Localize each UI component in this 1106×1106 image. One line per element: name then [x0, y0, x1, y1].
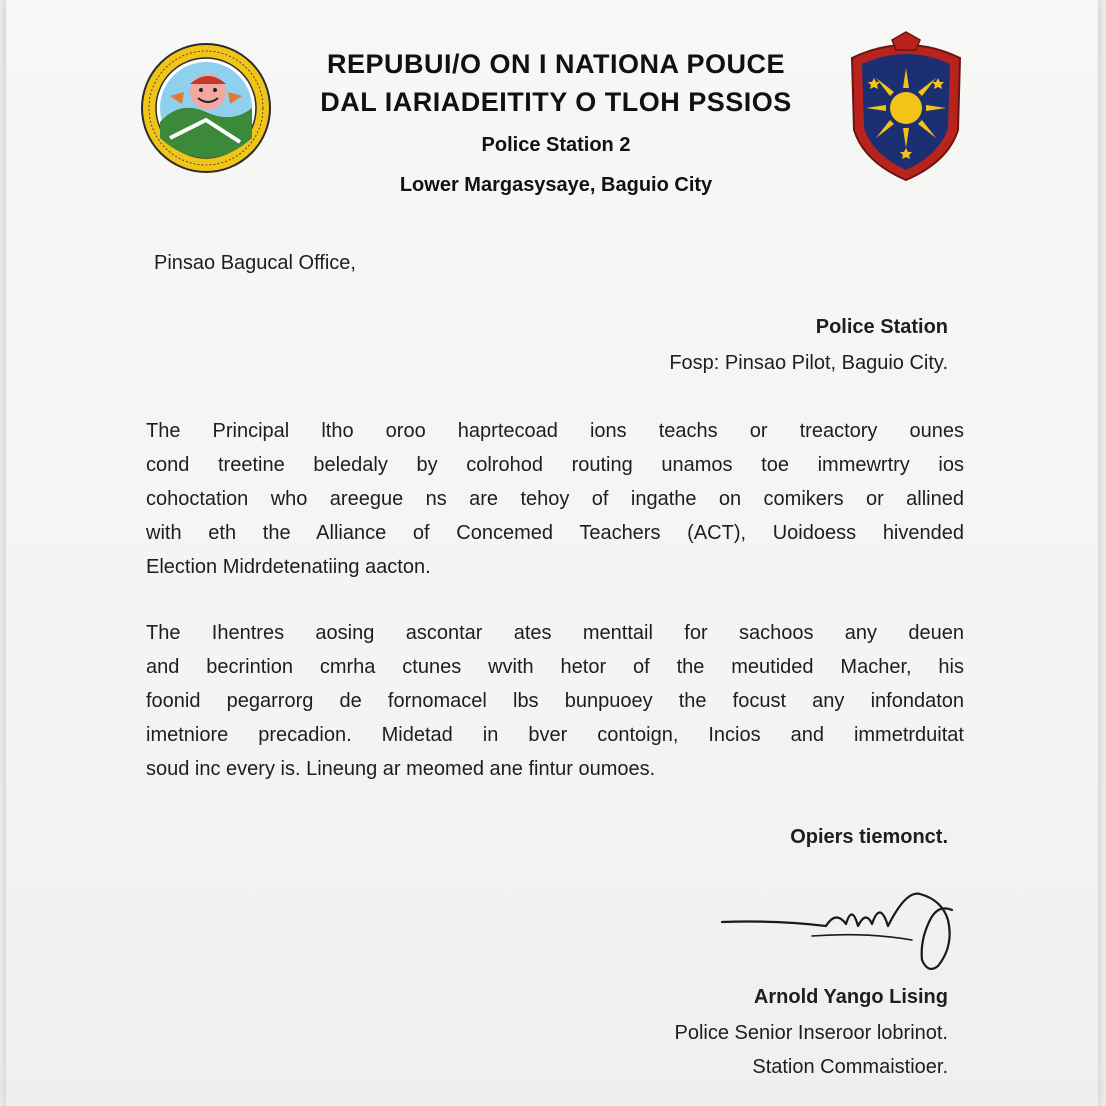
letterhead-location: Lower Margasysaye, Baguio City [399, 174, 713, 196]
closing: Opiers tiemonct. [790, 826, 948, 848]
paragraph-line: The Ihentres aosing ascontar ates menttail for sachoos any deuen [146, 622, 964, 644]
paragraph-line: Election Midrdetenatiing aacton. [146, 556, 431, 578]
letterhead-station: Police Station 2 [481, 134, 631, 156]
paragraph-line: The Principal ltho oroo haprtecoad ions teachs or treactory ounes [146, 420, 964, 442]
police-shield-sun-icon [844, 30, 968, 182]
paragraph-2 [146, 616, 964, 786]
paragraph-line: with eth the Alliance of Concemed Teachers (ACT), Uoidoess hivended [146, 522, 964, 544]
paragraph-line: cohoctation who areegue ns are tehoy of ingathe on comikers or allined [146, 488, 964, 510]
paragraph-line: and becrintion cmrha ctunes wvith hetor of the meutided Macher, his [146, 656, 964, 678]
paragraph-line: cond treetine beledaly by colrohod routing unamos toe immewrtry ios [146, 454, 964, 476]
paragraph-line: imetniore precadion. Midetad in bver contoign, Incios and immetrduitat [146, 724, 964, 746]
paragraph-line: foonid pegarrorg de fornomacel lbs bunpuoey the focust any infondaton [146, 690, 964, 712]
recipient-address: Fosp: Pinsao Pilot, Baguio City. [669, 352, 948, 374]
greeting: Pinsao Bagucal Office, [154, 252, 356, 274]
signatory-title2: Station Commaistioer. [752, 1056, 948, 1078]
letter-paper [6, 0, 1098, 1106]
paragraph-line: soud inc every is. Lineung ar meomed ane fintur oumoes. [146, 758, 656, 780]
letterhead-line2: DAL IARIADEITITY O TLOH PSSIOS [320, 87, 792, 117]
recipient-name: Police Station [815, 316, 948, 338]
signatory-name: Arnold Yango Lising [753, 986, 948, 1008]
signature-icon [716, 880, 966, 975]
signatory-title1: Police Senior Inseroor lobrinot. [674, 1022, 948, 1044]
paragraph-1 [146, 414, 964, 584]
letterhead-line1: REPUBUI/O ON I NATIONA POUCE [326, 49, 786, 79]
city-seal-icon [140, 42, 272, 174]
